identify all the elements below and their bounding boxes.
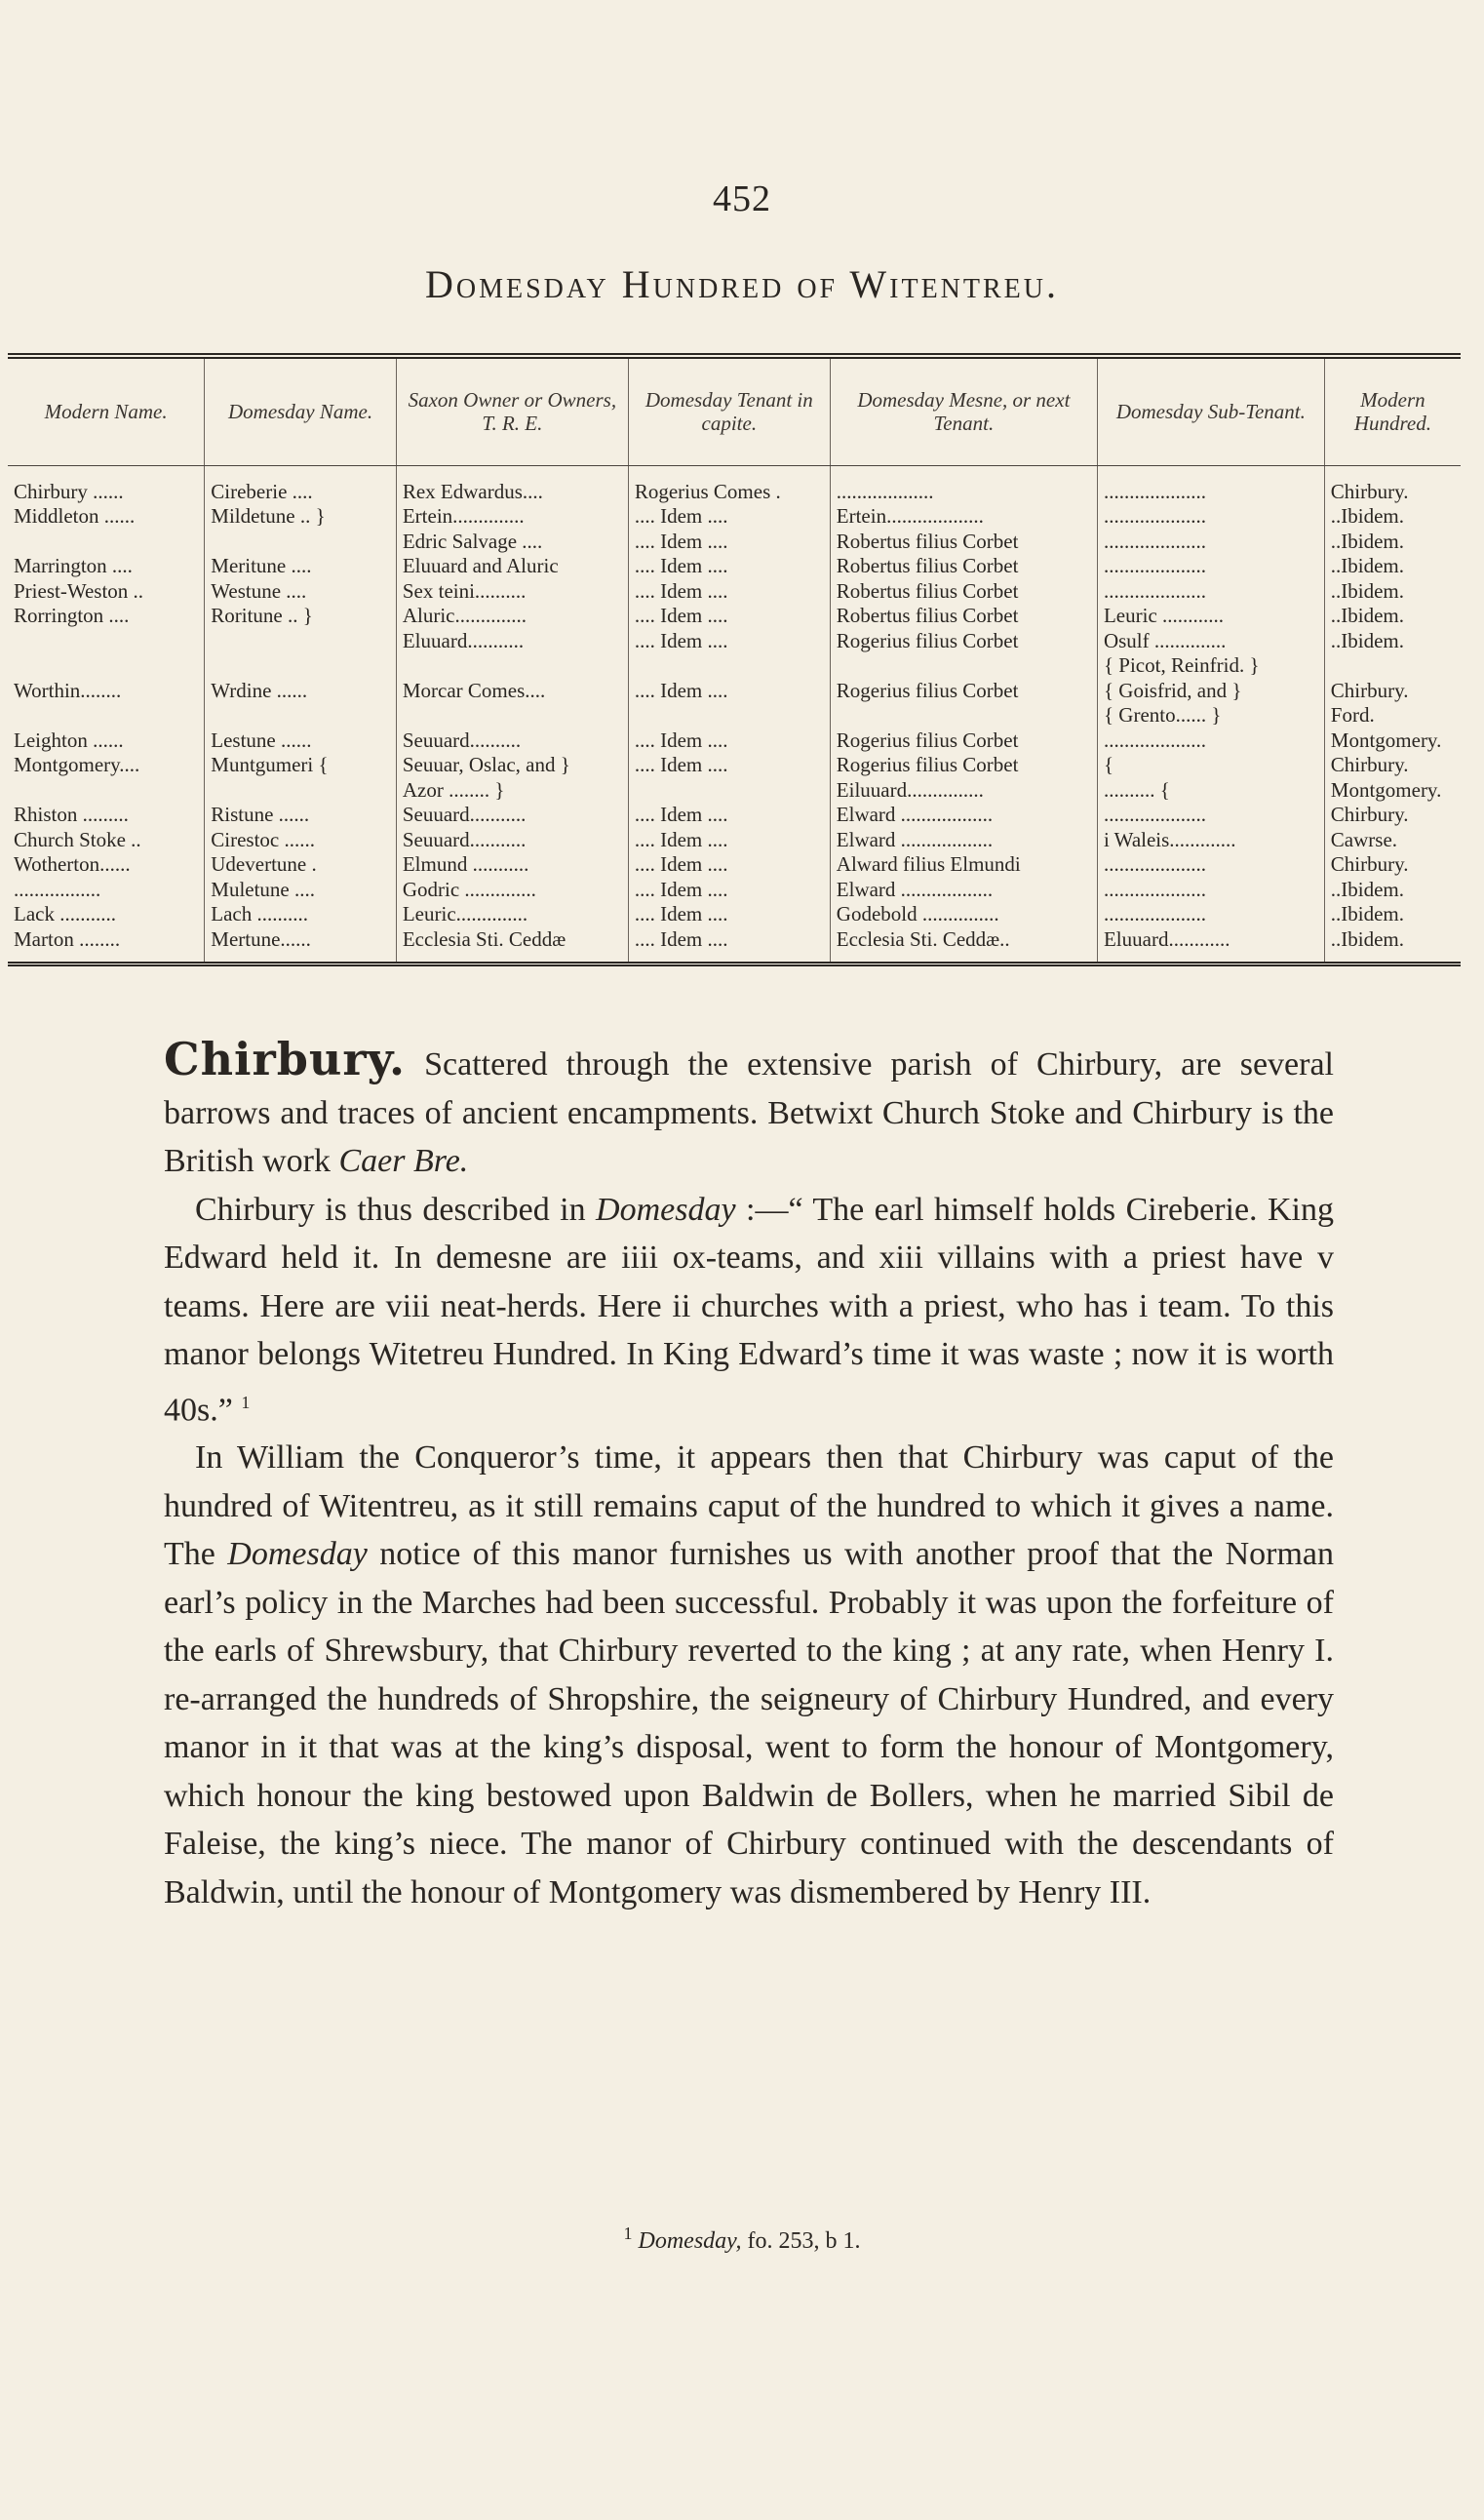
table-cell: .................... [1097, 530, 1324, 555]
paragraph-2 [164, 1186, 1334, 1435]
domesday-table-container [8, 353, 1461, 966]
table-cell: Ristune ...... [205, 803, 397, 828]
column-header-6: Domesday Sub-Tenant. [1097, 356, 1324, 465]
table-cell: Lack ........... [14, 902, 116, 925]
table-cell: Morcar Comes.... [396, 679, 628, 704]
table-cell: .... Idem .... [628, 554, 830, 579]
table-row [8, 703, 1461, 728]
table-cell [1324, 653, 1461, 679]
table-cell: Eiluuard............... [830, 778, 1097, 804]
table-cell: Ertein.............. [396, 504, 628, 530]
table-cell: Seuuard........... [396, 828, 628, 853]
table-cell: Leighton ...... [14, 728, 124, 752]
table-cell: Wotherton...... [14, 852, 131, 876]
table-cell: Rogerius filius Corbet [830, 728, 1097, 754]
table-cell: ................... [830, 465, 1097, 504]
paragraph-3-text-a: In William the Conqueror’s time, it appears then that Chirbury was caput of the hundred of Witentreu, as it still remains caput of the hundred to which it gives a name. The [164, 1439, 1334, 1573]
table-cell: Ertein................... [830, 504, 1097, 530]
table-cell [628, 653, 830, 679]
table-row [8, 653, 1461, 679]
table-row [8, 629, 1461, 654]
table-cell: Chirbury. [1324, 803, 1461, 828]
column-header-4: Domesday Tenant in capite. [628, 356, 830, 465]
table-cell: Alward filius Elmundi [830, 852, 1097, 878]
body-text [164, 1033, 1335, 1916]
table-cell: Westune .... [205, 579, 397, 605]
table-cell: Robertus filius Corbet [830, 554, 1097, 579]
table-cell: Marrington .... [14, 554, 133, 577]
table-cell [205, 778, 397, 804]
table-row [8, 579, 1461, 605]
table-cell: Osulf .............. [1097, 629, 1324, 654]
table-cell: Edric Salvage .... [396, 530, 628, 555]
paragraph-3-text-b: notice of this manor furnishes us with another proof that the Norman earl’s policy in the Marches had been successful. Probably it was upon the forfeiture of the earls of Shrewsbury, that Chirbury reverted to the king ; at any rate, when Henry I. re-arranged the hundreds of Shropshire, the seigneury of Chirbury Hundred, and every manor in it that was at the king’s disposal, went to form the honour of Montgomery, which honour the king bestowed upon Baldwin de Bollers, when he married Sibil de Faleise, the king’s niece. The manor of Chirbury continued with the descendants of Baldwin, until the honour of Montgomery was dismembered by Henry III. [164, 1536, 1335, 1910]
footnote-reference: 1 [241, 1392, 251, 1412]
table-cell: .................... [1097, 878, 1324, 903]
table-row [8, 554, 1461, 579]
table-cell: .... Idem .... [628, 828, 830, 853]
table-cell: Roritune .. } [205, 604, 397, 629]
table-cell: .... Idem .... [628, 878, 830, 903]
table-cell: ..Ibidem. [1324, 927, 1461, 965]
table-row [8, 803, 1461, 828]
table-cell [8, 653, 205, 679]
table-row [8, 852, 1461, 878]
table-cell: Udevertune . [205, 852, 397, 878]
table-cell [396, 703, 628, 728]
table-cell: i Waleis............. [1097, 828, 1324, 853]
footnote [0, 2224, 1484, 2255]
footnote-source: Domesday, [638, 2228, 742, 2254]
table-cell: .... Idem .... [628, 504, 830, 530]
table-row [8, 465, 1461, 504]
table-cell: { Picot, Reinfrid. } [1097, 653, 1324, 679]
table-cell: ..Ibidem. [1324, 504, 1461, 530]
table-cell [830, 703, 1097, 728]
table-cell: Ecclesia Sti. Ceddæ [396, 927, 628, 965]
table-cell: Leuric ............ [1097, 604, 1324, 629]
table-cell: .................... [1097, 504, 1324, 530]
table-cell: Cireberie .... [205, 465, 397, 504]
table-cell: Leuric.............. [396, 902, 628, 927]
table-cell: .... Idem .... [628, 629, 830, 654]
table-cell: Ford. [1324, 703, 1461, 728]
paragraph-1-text: Scattered through the extensive parish of Chirbury, are several barrows and traces of ancient encampments. Betwixt Church Stoke and Chirbury is the British work [164, 1046, 1334, 1179]
table-cell: Godebold ............... [830, 902, 1097, 927]
table-cell: Wrdine ...... [205, 679, 397, 704]
paragraph-1 [164, 1033, 1334, 1186]
table-cell: Church Stoke .. [14, 827, 141, 851]
paragraph-3-italic: Domesday [227, 1536, 368, 1573]
domesday-table [8, 353, 1461, 966]
table-cell: Elmund ........... [396, 852, 628, 878]
table-cell: .... Idem .... [628, 852, 830, 878]
table-cell: Seuuard.......... [396, 728, 628, 754]
table-row [8, 679, 1461, 704]
table-cell: Lach .......... [205, 902, 397, 927]
table-cell: Chirbury. [1324, 753, 1461, 778]
table-row [8, 828, 1461, 853]
column-header-3: Saxon Owner or Owners, T. R. E. [396, 356, 628, 465]
table-cell [830, 653, 1097, 679]
table-cell: .................... [1097, 554, 1324, 579]
table-cell: Ecclesia Sti. Ceddæ.. [830, 927, 1097, 965]
table-cell [205, 629, 397, 654]
table-cell: .... Idem .... [628, 902, 830, 927]
table-cell: Elward .................. [830, 878, 1097, 903]
table-cell: Meritune .... [205, 554, 397, 579]
table-row [8, 604, 1461, 629]
table-cell [396, 653, 628, 679]
table-cell: Seuuard........... [396, 803, 628, 828]
page-number: 452 [713, 178, 771, 219]
table-cell: ..Ibidem. [1324, 579, 1461, 605]
paragraph-2-italic: Domesday [596, 1191, 736, 1228]
paragraph-3 [164, 1434, 1334, 1916]
table-header-row [8, 356, 1461, 465]
table-row [8, 753, 1461, 778]
table-cell: Robertus filius Corbet [830, 530, 1097, 555]
table-cell [205, 530, 397, 555]
table-cell: .................... [1097, 803, 1324, 828]
table-cell: Montgomery.... [14, 753, 140, 776]
table-cell: Cirestoc ...... [205, 828, 397, 853]
table-cell: Robertus filius Corbet [830, 579, 1097, 605]
table-cell: .................... [1097, 852, 1324, 878]
table-cell: .......... { [1097, 778, 1324, 804]
table-cell: Rex Edwardus.... [396, 465, 628, 504]
table-cell: { Grento...... } [1097, 703, 1324, 728]
table-row [8, 927, 1461, 965]
table-cell: Rogerius filius Corbet [830, 679, 1097, 704]
table-cell [205, 653, 397, 679]
table-cell: Godric .............. [396, 878, 628, 903]
table-cell: Middleton ...... [14, 504, 136, 528]
table-cell [8, 778, 205, 804]
table-cell: .... Idem .... [628, 604, 830, 629]
table-cell: Rogerius filius Corbet [830, 629, 1097, 654]
table-cell: Eluuard and Aluric [396, 554, 628, 579]
column-header-5: Domesday Mesne, or next Tenant. [830, 356, 1097, 465]
dropcap-heading: Chirbury. [164, 1033, 407, 1085]
table-cell: .... Idem .... [628, 530, 830, 555]
table-cell: Rogerius filius Corbet [830, 753, 1097, 778]
table-cell: .... Idem .... [628, 579, 830, 605]
table-cell: ..Ibidem. [1324, 604, 1461, 629]
table-cell: ..Ibidem. [1324, 878, 1461, 903]
table-cell: .... Idem .... [628, 753, 830, 778]
table-cell: { [1097, 753, 1324, 778]
table-cell: Aluric.............. [396, 604, 628, 629]
table-cell [628, 703, 830, 728]
table-cell: Azor ........ } [396, 778, 628, 804]
paragraph-2-text-a: Chirbury is thus described in [195, 1191, 597, 1228]
table-cell [205, 703, 397, 728]
table-cell: Chirbury. [1324, 465, 1461, 504]
table-cell: .... Idem .... [628, 728, 830, 754]
table-cell: Montgomery. [1324, 778, 1461, 804]
table-cell: Robertus filius Corbet [830, 604, 1097, 629]
table-cell: .................... [1097, 465, 1324, 504]
table-cell: Chirbury ...... [14, 479, 124, 503]
table-row [8, 902, 1461, 927]
table-row [8, 504, 1461, 530]
table-cell: Mertune...... [205, 927, 397, 965]
footnote-ref: fo. 253, b 1. [741, 2228, 861, 2254]
table-cell [8, 703, 205, 728]
table-cell: Priest-Weston .. [14, 578, 144, 603]
table-cell: Worthin........ [14, 678, 122, 702]
table-cell: Elward .................. [830, 803, 1097, 828]
table-cell: Mildetune .. } [205, 504, 397, 530]
table-cell: .................... [1097, 902, 1324, 927]
table-cell: Cawrse. [1324, 828, 1461, 853]
table-cell: Muntgumeri { [205, 753, 397, 778]
table-cell: ..Ibidem. [1324, 902, 1461, 927]
table-row [8, 878, 1461, 903]
table-cell: { Goisfrid, and } [1097, 679, 1324, 704]
page-title: Domesday Hundred of Witentreu. [425, 262, 1059, 306]
table-cell: Eluuard........... [396, 629, 628, 654]
table-cell: Chirbury. [1324, 852, 1461, 878]
table-cell: Chirbury. [1324, 679, 1461, 704]
table-cell: Montgomery. [1324, 728, 1461, 754]
table-cell: Marton ........ [14, 926, 121, 951]
table-cell: Rogerius Comes . [628, 465, 830, 504]
table-cell: Elward .................. [830, 828, 1097, 853]
table-row [8, 778, 1461, 804]
table-row [8, 728, 1461, 754]
table-cell [8, 530, 205, 555]
table-cell: Rorrington .... [14, 604, 130, 627]
table-cell: Muletune .... [205, 878, 397, 903]
table-cell: Eluuard............ [1097, 927, 1324, 965]
table-cell [8, 629, 205, 654]
table-cell: .... Idem .... [628, 803, 830, 828]
table-cell: .................... [1097, 728, 1324, 754]
table-cell: ..Ibidem. [1324, 530, 1461, 555]
table-cell: Seuuar, Oslac, and } [396, 753, 628, 778]
column-header-7: Modern Hundred. [1324, 356, 1461, 465]
table-cell: ................. [14, 877, 101, 901]
paragraph-1-italic: Caer Bre. [338, 1143, 469, 1179]
paragraph-2-text-b: :—“ The earl himself holds Cireberie. King Edward held it. In demesne are iiii ox-teams, and xiii villains with a priest have v teams. Here are viii neat-herds. Here ii churches with a priest, who has i team. To this manor belongs Witetreu Hundred. In King Edward’s time it was waste ; now it is worth 40s.” [164, 1191, 1334, 1428]
table-cell: Sex teini.......... [396, 579, 628, 605]
footnote-marker: 1 [623, 2224, 633, 2243]
table-row [8, 530, 1461, 555]
column-header-2: Domesday Name. [205, 356, 397, 465]
table-cell: ..Ibidem. [1324, 629, 1461, 654]
table-cell: .... Idem .... [628, 927, 830, 965]
table-cell: .... Idem .... [628, 679, 830, 704]
table-cell [628, 778, 830, 804]
table-body [8, 465, 1461, 965]
table-cell: Lestune ...... [205, 728, 397, 754]
column-header-1: Modern Name. [8, 356, 205, 465]
table-cell: .................... [1097, 579, 1324, 605]
table-cell: Rhiston ......... [14, 803, 129, 826]
table-cell: ..Ibidem. [1324, 554, 1461, 579]
